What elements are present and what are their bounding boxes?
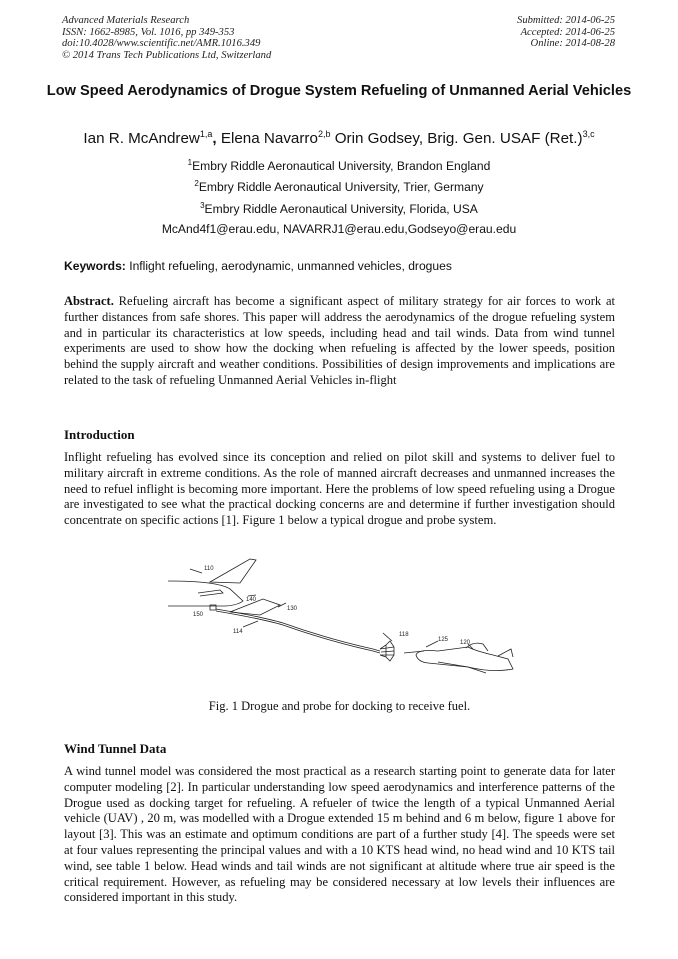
affiliation (40, 158, 638, 173)
affiliation-number: 3 (200, 201, 205, 210)
author-name: Ian R. McAndrew (83, 130, 200, 147)
keywords-label: Keywords: (64, 259, 126, 273)
drogue-basket-ribs (380, 645, 394, 657)
author-affiliation-marker: 3,c (582, 129, 595, 139)
drogue-probe-figure (168, 555, 523, 695)
keywords-text: Inflight refueling, aerodynamic, unmanned vehicles, drogues (129, 259, 452, 273)
tanker-tail-fin (210, 559, 256, 583)
label-114: 114 (233, 629, 243, 635)
journal-name: Advanced Materials Research (62, 15, 190, 26)
submitted-date: Submitted: 2014-06-25 (517, 15, 615, 26)
label-118: 118 (399, 632, 409, 638)
author-emails: McAnd4f1@erau.edu, NAVARRJ1@erau.edu,Godseyo@erau.edu (161, 222, 517, 236)
introduction-heading: Introduction (64, 427, 135, 442)
author-list (20, 129, 658, 147)
introduction-text: Inflight refueling has evolved since its conception and relied on pilot skill and systems to deliver fuel to military aircraft in extreme conditions. As the role of manned aircraft decreases and unmanned increases the need to refuel inflight is becoming more important. Here the problems of low speed refueling using a Drogue are investigated to see what the practical docking concerns are and determine if further investigation should concentrate on specific actions [1]. Figure 1 below a typical drogue and probe system. (64, 450, 615, 528)
label-120: 120 (460, 640, 471, 646)
wind-tunnel-text: A wind tunnel model was considered the most practical as a research starting point to generate data for later computer modeling [2]. In particular understanding low speed aerodynamics and interference patterns of the Drogue used as docking target for refueling. A refueler of twice the length of a typical Unmanned Aerial vehicle (UAV) , 20 m, was modelled with a Drogue extended 15 m behind and 6 m below, figure 1 above for layout [3]. This was an estimate and optimum conditions are part of a further study [4]. The speeds were set at four values representing the principal values and with a 10 KTS head wind, no head wind and 10 KTS tail wind, see table 1 below. Head winds and tail winds are not significant at altitude where true air speed is the critical requirement. However, as refueling may be considered necessary at low levels their influences are considered important in this study. (64, 764, 615, 905)
abstract-text: Refueling aircraft has become a significant aspect of military strategy for air forces to work at further distances from safe shores. This paper will address the aerodynamics of the drogue refueling system and in particular its characteristics at low speeds, including head and tail winds. Data from wind tunnel experiments are used to show how the docking when refueling is affected by the lower speeds, position behind the supply aircraft and weather conditions. Possibilities of design improvements and implications are related to the task of refueling Unmanned Aerial Vehicles in-flight (64, 294, 615, 387)
affiliation (40, 179, 638, 194)
author-affiliation-marker: 2,b (317, 129, 331, 139)
leader-lines (190, 569, 473, 649)
affiliation (40, 201, 638, 216)
keywords (64, 259, 624, 273)
receiver-wing (438, 662, 486, 673)
journal-copyright: © 2014 Trans Tech Publications Ltd, Switzerland (62, 49, 272, 61)
abstract (64, 294, 615, 389)
author-affiliation-marker: 1,a (199, 129, 213, 139)
figure-caption: Fig. 1 Drogue and probe for docking to receive fuel. (208, 699, 471, 713)
online-date: Online: 2014-08-28 (530, 38, 615, 50)
affiliation-text: Embry Riddle Aeronautical University, Trier, Germany (198, 180, 484, 194)
affiliation-text: Embry Riddle Aeronautical University, Brandon England (192, 159, 491, 173)
tanker-stabilizer (198, 590, 223, 596)
author-separator: , (212, 130, 221, 147)
journal-issn: ISSN: 1662-8985, Vol. 1016, pp 349-353 (62, 26, 235, 38)
publication-dates (517, 15, 615, 50)
accepted-date: Accepted: 2014-06-25 (520, 26, 615, 38)
label-110: 110 (204, 566, 214, 572)
tanker-fuselage (168, 581, 243, 606)
receiver-tail (498, 649, 513, 657)
label-125: 125 (438, 637, 449, 643)
label-150: 150 (193, 612, 204, 618)
journal-doi: doi:10.4028/www.scientific.net/AMR.1016.349 (62, 38, 261, 50)
wind-tunnel-heading: Wind Tunnel Data (64, 741, 167, 756)
author-name: Elena Navarro (220, 130, 318, 147)
refueling-probe (404, 651, 424, 653)
affiliation-number: 1 (187, 158, 193, 167)
journal-info (62, 15, 271, 61)
author-name: Orin Godsey, Brig. Gen. USAF (Ret.) (334, 130, 583, 147)
receiver-uav-body (416, 647, 513, 671)
affiliation-number: 2 (194, 179, 199, 188)
paper-title: Low Speed Aerodynamics of Drogue System Refueling of Unmanned Aerial Vehicles (46, 83, 632, 99)
label-130: 130 (287, 606, 298, 612)
abstract-label: Abstract. (64, 294, 114, 308)
label-140: 140 (246, 597, 257, 603)
affiliation-text: Embry Riddle Aeronautical University, Florida, USA (204, 202, 478, 216)
